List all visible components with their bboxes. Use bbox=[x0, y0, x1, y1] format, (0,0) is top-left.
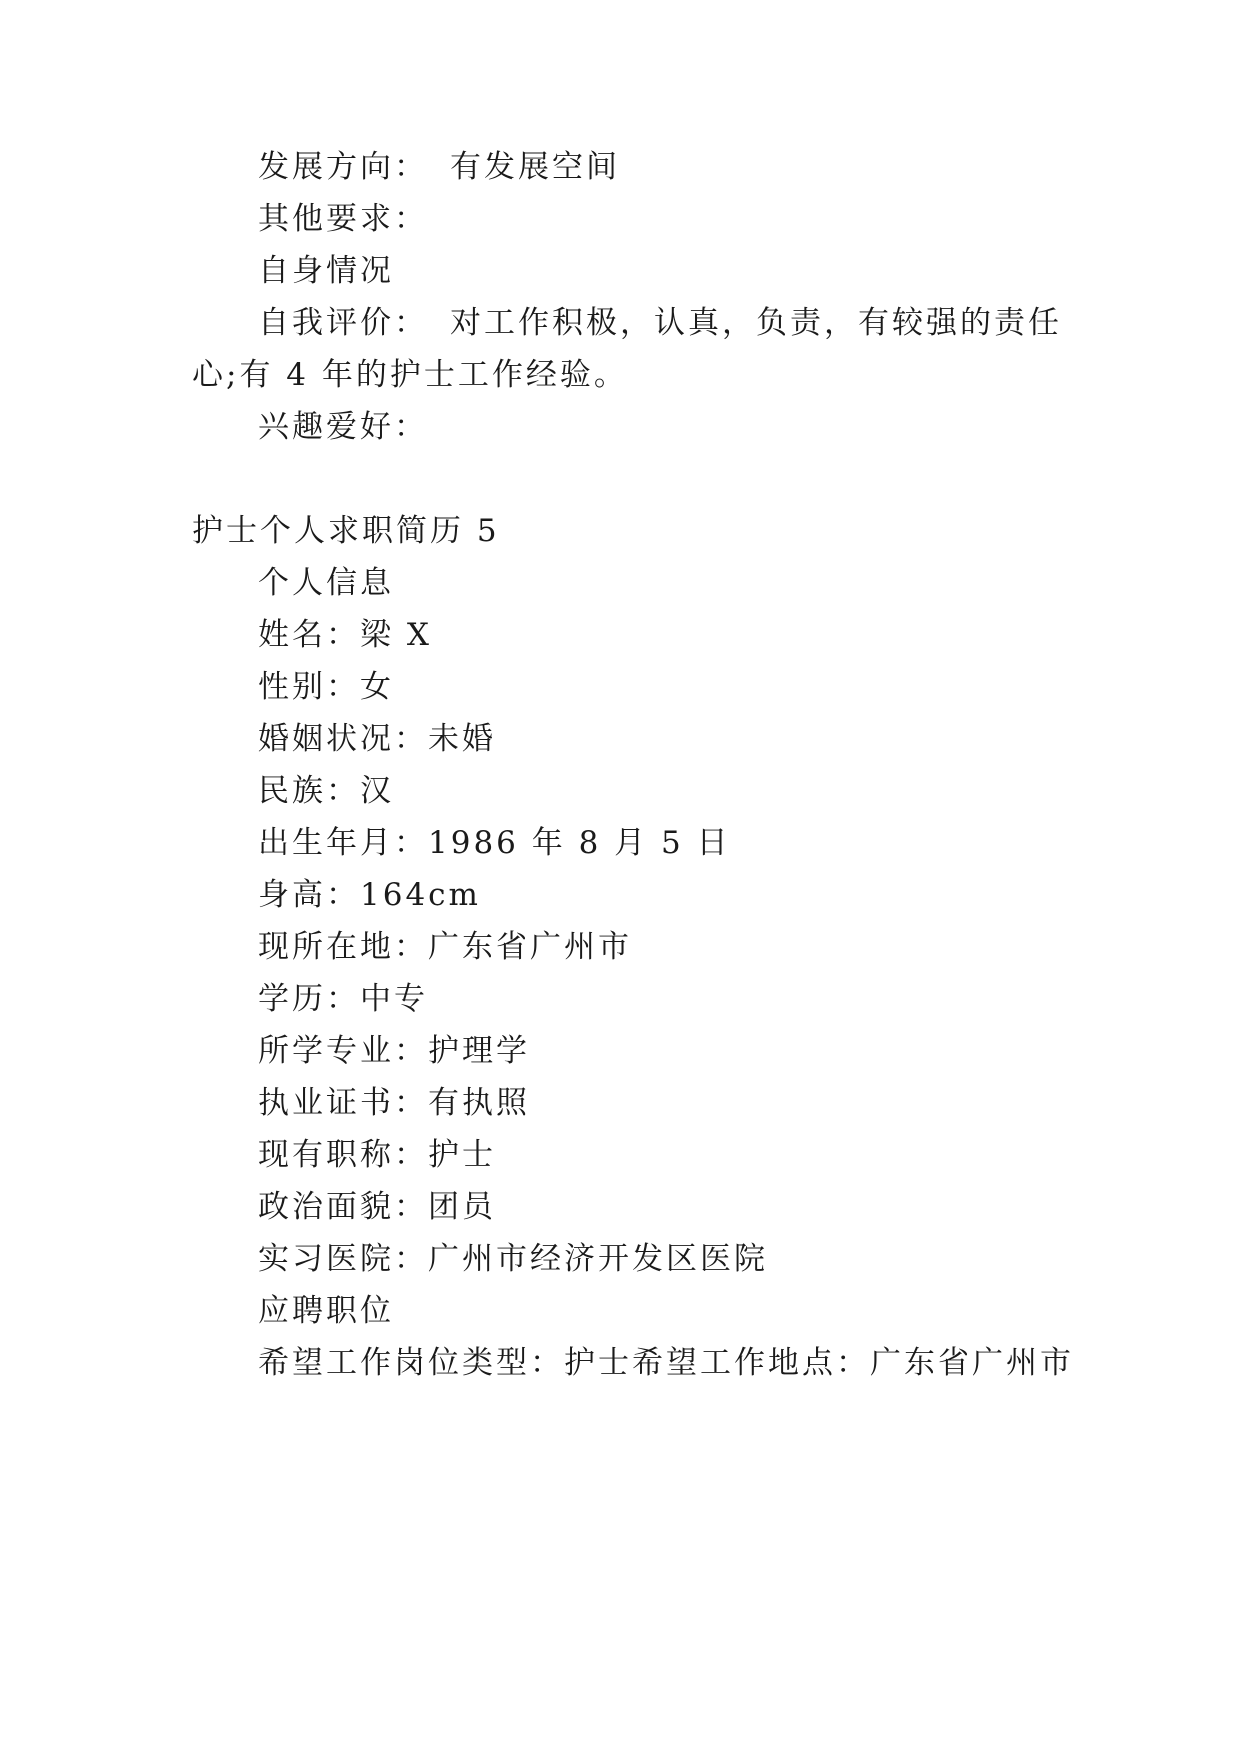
development-direction-row bbox=[258, 147, 620, 187]
desired-location-label: 希望工作地点： bbox=[632, 1345, 870, 1381]
field-label: 性别： bbox=[258, 669, 360, 705]
desired-position-row bbox=[258, 1343, 1074, 1383]
field-value: 中专 bbox=[360, 981, 428, 1017]
desired-position-value: 护士 bbox=[564, 1345, 632, 1381]
field-marital-status bbox=[258, 719, 496, 759]
field-license bbox=[258, 1083, 530, 1123]
field-value: 护理学 bbox=[428, 1033, 530, 1069]
field-label: 身高： bbox=[258, 877, 360, 913]
other-requirements-row bbox=[258, 199, 428, 239]
self-evaluation-row bbox=[258, 303, 1062, 343]
field-value: 团员 bbox=[428, 1189, 496, 1225]
desired-location-value: 广东省广州市 bbox=[870, 1345, 1074, 1381]
field-value: 梁 X bbox=[360, 617, 432, 653]
development-direction-value: 有发展空间 bbox=[450, 149, 620, 185]
hobbies-label: 兴趣爱好： bbox=[258, 409, 428, 445]
field-label: 民族： bbox=[258, 773, 360, 809]
self-evaluation-value-line2: 心;有 4 年的护士工作经验。 bbox=[192, 357, 628, 393]
other-requirements-label: 其他要求： bbox=[258, 201, 428, 237]
field-title bbox=[258, 1135, 496, 1175]
field-internship-hospital bbox=[258, 1239, 768, 1279]
position-heading: 应聘职位 bbox=[258, 1293, 394, 1329]
field-label: 执业证书： bbox=[258, 1085, 428, 1121]
resume-title: 护士个人求职简历 5 bbox=[192, 513, 500, 549]
field-label: 政治面貌： bbox=[258, 1189, 428, 1225]
field-value: 有执照 bbox=[428, 1085, 530, 1121]
desired-position-label: 希望工作岗位类型： bbox=[258, 1345, 564, 1381]
field-value: 1986 年 8 月 5 日 bbox=[428, 825, 731, 861]
development-direction-label: 发展方向： bbox=[258, 149, 428, 185]
field-value: 164cm bbox=[360, 877, 481, 913]
personal-info-heading: 个人信息 bbox=[258, 565, 394, 601]
self-situation-heading: 自身情况 bbox=[258, 253, 394, 289]
field-value: 广东省广州市 bbox=[428, 929, 632, 965]
field-label: 学历： bbox=[258, 981, 360, 1017]
field-value: 广州市经济开发区医院 bbox=[428, 1241, 768, 1277]
field-political-status bbox=[258, 1187, 496, 1227]
field-education bbox=[258, 979, 428, 1019]
field-label: 现有职称： bbox=[258, 1137, 428, 1173]
field-label: 所学专业： bbox=[258, 1033, 428, 1069]
field-ethnicity bbox=[258, 771, 394, 811]
field-name bbox=[258, 615, 432, 655]
field-gender bbox=[258, 667, 394, 707]
field-major bbox=[258, 1031, 530, 1071]
field-value: 女 bbox=[360, 669, 394, 705]
field-label: 姓名： bbox=[258, 617, 360, 653]
field-label: 现所在地： bbox=[258, 929, 428, 965]
hobbies-row bbox=[258, 407, 428, 447]
field-value: 护士 bbox=[428, 1137, 496, 1173]
field-height bbox=[258, 875, 481, 915]
field-birth-date bbox=[258, 823, 731, 863]
self-evaluation-value-line1: 对工作积极，认真，负责，有较强的责任 bbox=[450, 305, 1062, 341]
field-value: 汉 bbox=[360, 773, 394, 809]
field-label: 实习医院： bbox=[258, 1241, 428, 1277]
self-evaluation-label: 自我评价： bbox=[258, 305, 428, 341]
field-value: 未婚 bbox=[428, 721, 496, 757]
field-label: 婚姻状况： bbox=[258, 721, 428, 757]
field-label: 出生年月： bbox=[258, 825, 428, 861]
field-current-location bbox=[258, 927, 632, 967]
